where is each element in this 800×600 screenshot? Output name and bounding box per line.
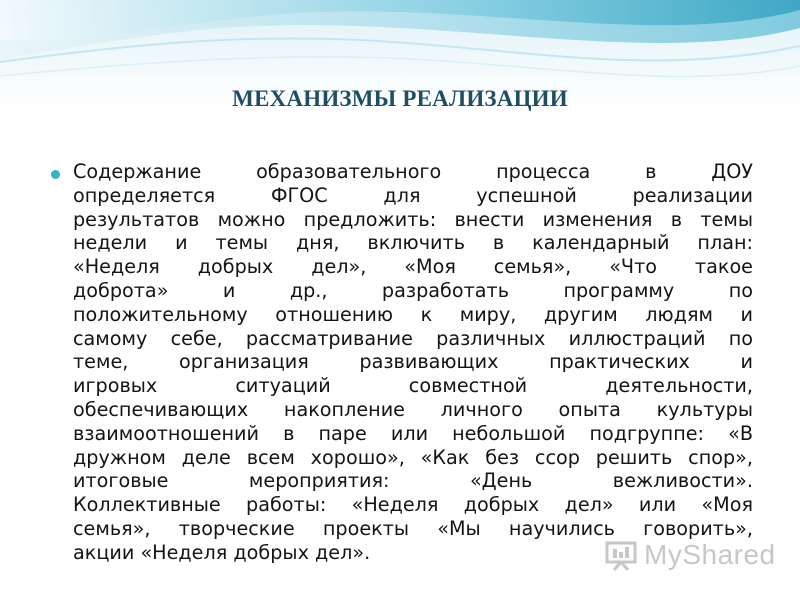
body-line: итоговые мероприятия: «День вежливости».	[73, 469, 753, 493]
body-line: положительному отношению к миру, другим людям и	[73, 302, 753, 326]
body-line: самому себе, рассматривание различных иллюстраций по	[73, 326, 753, 350]
body-line: дружном деле всем хорошо», «Как без ссор решить спор»,	[73, 445, 753, 469]
watermark	[604, 537, 776, 573]
body-line: «Неделя добрых дел», «Моя семья», «Что такое	[73, 255, 753, 279]
body-line: недели и темы дня, включить в календарный план:	[73, 231, 753, 255]
body-line: семья», творческие проекты «Мы научились говорить»,	[73, 516, 753, 540]
presentation-board-icon	[604, 538, 638, 572]
body-line: взаимоотношений в паре или небольшой подгруппе: «В	[73, 421, 753, 445]
slide-title: МЕХАНИЗМЫ РЕАЛИЗАЦИИ	[232, 86, 568, 111]
watermark-text: MyShared	[644, 539, 776, 570]
body-line: результатов можно предложить: внести изменения в темы	[73, 207, 753, 231]
body-line: доброта» и др., разработать программу по	[73, 278, 753, 302]
body-line: Содержание образовательного процесса в ДОУ	[73, 160, 753, 183]
bullet-marker	[51, 170, 60, 179]
body-line: Коллективные работы: «Неделя добрых дел» или «Моя	[73, 493, 753, 517]
body-line: определяется ФГОС для успешной реализации	[73, 183, 753, 207]
body-line: теме, организация развивающих практических и	[73, 350, 753, 374]
slide-body-paragraph	[73, 160, 753, 565]
body-line: игровых ситуаций совместной деятельности,	[73, 374, 753, 398]
body-line: акции «Неделя добрых дел».	[73, 540, 371, 564]
body-line: обеспечивающих накопление личного опыта культуры	[73, 397, 753, 421]
